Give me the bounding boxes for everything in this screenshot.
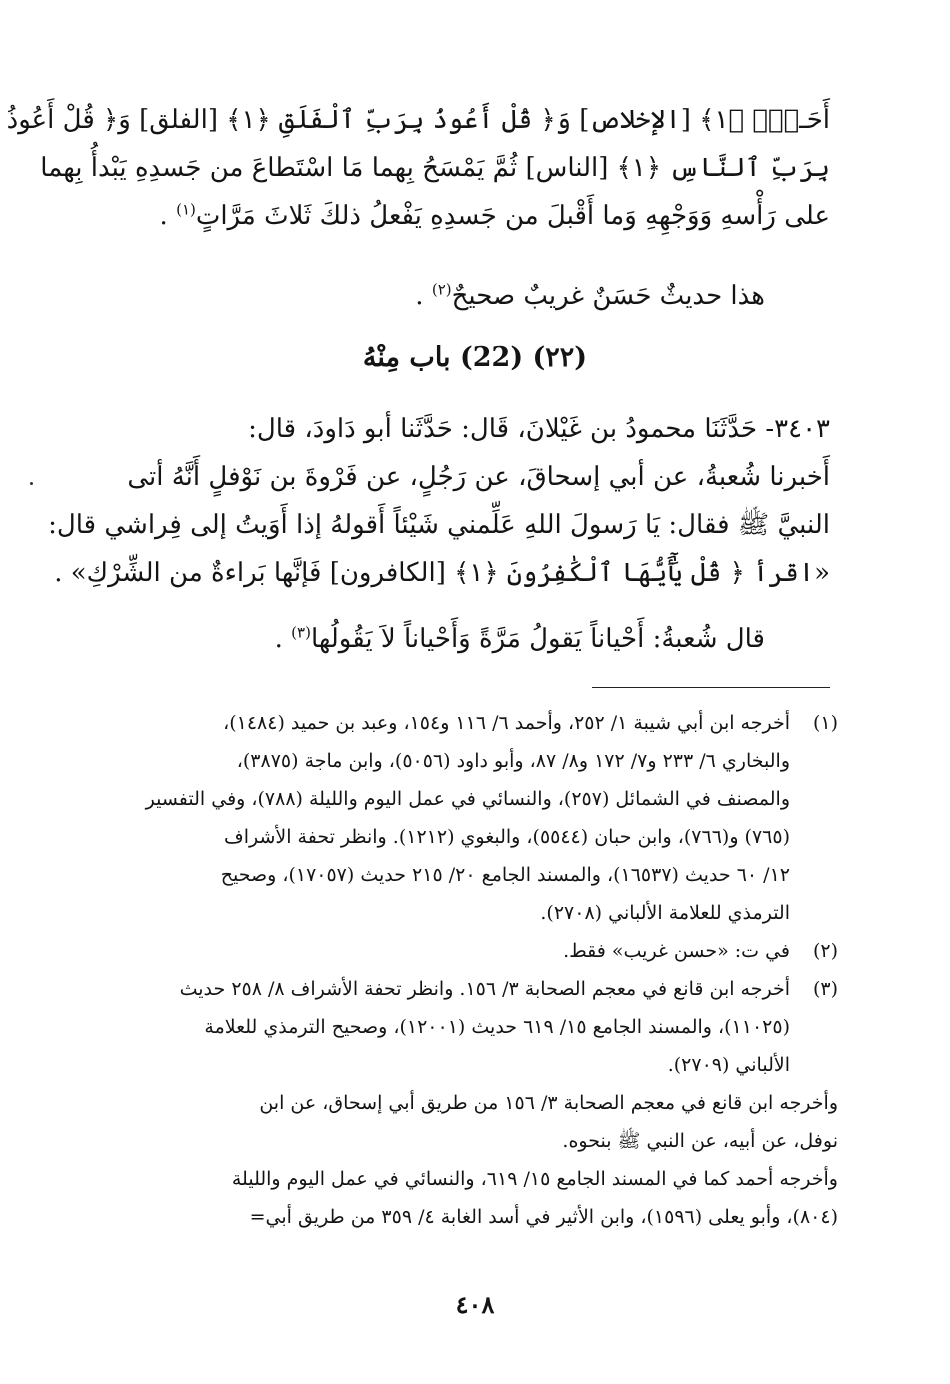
footnote-line: الترمذي للعلامة الألباني (٢٧٠٨).: [540, 902, 790, 924]
footnote-text: [113, 970, 790, 1084]
footnote-line: والمصنف في الشمائل (٢٥٧)، والنسائي في عمل اليوم والليلة (٧٨٨)، وفي التفسير: [145, 788, 790, 810]
footnote-line: وأخرجه ابن قانع في معجم الصحابة ٣/ ١٥٦ من طريق أبي إسحاق، عن ابن: [259, 1092, 838, 1114]
footnotes-section: [113, 704, 838, 1236]
text-line: [115, 192, 830, 240]
text-line: أَحَـدُۢ ﴿١﴾ [الإخلاص] وَ﴿ قُلْ أَعُوذُ بِرَبِّ ٱلْفَلَقِ ﴿١﴾ [الفلق] وَ﴿ قُلْ أَعُوذُ: [6, 105, 830, 135]
footnote-line: في ت: «حسن غريب» فقط.: [563, 940, 790, 962]
sentence-end: .: [274, 624, 292, 654]
footnote-line: نوفل، عن أبيه، عن النبي ﷺ بنحوه.: [562, 1130, 838, 1152]
footnote-line: والبخاري ٦/ ٢٣٣ و٧/ ١٧٢ و٨/ ٨٧، وأبو داود (٥٠٥٦)، وابن ماجة (٣٨٧٥)،: [236, 750, 790, 772]
text-line: ٣٤٠٣- حَدَّثَنَا محمودُ بن غَيْلانَ، قَال: حَدَّثَنا أبو دَاودَ، قال:: [248, 414, 830, 444]
text-line-content: على رَأْسهِ وَوَجْهِهِ وَما أَقْبلَ من جَسدِهِ يَفْعلُ ذلكَ ثَلاثَ مَرَّاتٍ: [195, 201, 830, 231]
footnote-reference: (١): [176, 200, 196, 219]
footnote-number: (٢): [812, 940, 838, 962]
footnote-line: (١١٠٢٥)، والمسند الجامع ١٥/ ٦١٩ حديث (١٢٠٠١)، وصحيح الترمذي للعلامة: [204, 1016, 790, 1038]
page-number: ٤٠٨: [455, 1290, 495, 1319]
hadith-text-paragraph: [6, 96, 830, 240]
footnote-divider: [592, 687, 830, 688]
footnote-line: (٨٠٤)، وأبو يعلى (١٥٩٦)، وابن الأثير في أسد الغابة ٤/ ٣٥٩ من طريق أبي=: [249, 1206, 838, 1228]
footnote-reference: (٣): [291, 623, 311, 642]
sentence-end: .: [415, 281, 432, 311]
sentence-end: .: [159, 201, 177, 231]
footnote: [113, 704, 838, 932]
footnote: [113, 932, 838, 970]
narrator-note-text: قال شُعبةُ: أَحْياناً يَقولُ مَرَّةً وَأَحْياناً لاَ يَقُولُها: [310, 624, 765, 654]
narrator-note: [275, 615, 765, 663]
footnote-number: (٣): [812, 978, 838, 1000]
footnote-line: (٧٦٥) و(٧٦٦)، وابن حبان (٥٥٤٤)، والبغوي (١٢١٢). وانظر تحفة الأشراف: [224, 826, 790, 848]
footnote-line: أخرجه ابن أبي شيبة ١/ ٢٥٢، وأحمد ٦/ ١١٦ و١٥٤، وعبد بن حميد (١٤٨٤)،: [223, 712, 790, 734]
footnote: [113, 970, 838, 1084]
text-line: بِرَبِّ ٱلنَّاسِ ﴿١﴾ [الناس] ثُمَّ يَمْسَحُ بِهما مَا اسْتَطاعَ من جَسدِهِ يَبْدأُ بِهما: [40, 153, 830, 183]
footnote-text: [113, 932, 790, 970]
grading-statement: [415, 272, 765, 320]
text-line: النبيَّ ﷺ فقال: يَا رَسولَ اللهِ عَلِّمني شَيْئاً أَقولهُ إذا أَوَيتُ إلى فِراشي قال:: [48, 510, 830, 540]
footnote-reference: (٢): [431, 280, 452, 299]
footnote-line: وأخرجه أحمد كما في المسند الجامع ١٥/ ٦١٩، والنسائي في عمل اليوم والليلة: [231, 1168, 838, 1190]
footnote-continuation-paragraph: [113, 1160, 838, 1236]
hadith-text-paragraph: [48, 405, 830, 597]
grading-text: هذا حديثٌ حَسَنٌ غريبٌ صحيحٌ: [451, 281, 765, 311]
scan-speck: [30, 482, 33, 485]
footnote-line: أخرجه ابن قانع في معجم الصحابة ٣/ ١٥٦. وانظر تحفة الأشراف ٨/ ٢٥٨ حديث: [179, 978, 790, 1000]
chapter-heading: (٢٢) (22) باب مِنْهُ: [362, 342, 588, 373]
footnote-continuation-paragraph: [113, 1084, 838, 1160]
footnote-text: [113, 704, 790, 932]
text-line: «اقرأ ﴿ قُلْ يَٰٓأَيُّهَا ٱلْكَٰفِرُونَ ﴿١﴾ [الكافرون] فَإنَّها بَراءةٌ من الشِّرْكِ» .: [54, 558, 830, 588]
footnote-line: الألباني (٢٧٠٩).: [667, 1054, 790, 1076]
footnote-line: ١٢/ ٦٠ حديث (١٦٥٣٧)، والمسند الجامع ٢٠/ ٢١٥ حديث (١٧٠٥٧)، وصحيح: [220, 864, 790, 886]
footnote-number: (١): [812, 712, 838, 734]
text-line: أَخبرنا شُعبةُ، عن أبي إسحاقَ، عن رَجُلٍ، عن فَرْوةَ بن نَوْفلٍ أَنَّهُ أتى: [127, 462, 830, 492]
